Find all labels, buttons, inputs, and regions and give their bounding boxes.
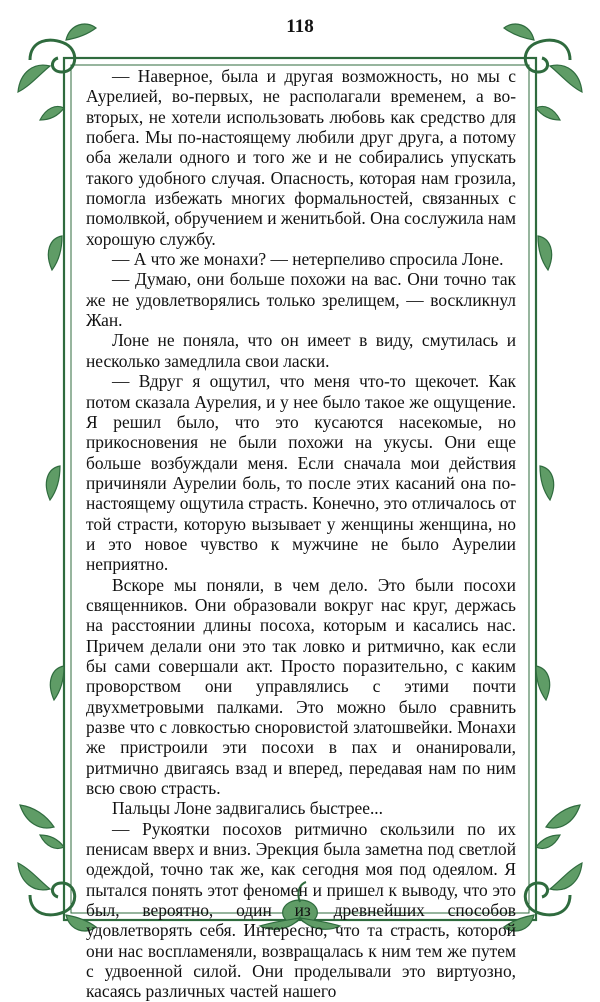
corner-ornament-bottom-left xyxy=(18,805,96,931)
page-number: 118 xyxy=(286,16,314,37)
paragraph: Лоне не поняла, что он имеет в виду, смутилась и несколько замедлила свои ласки. xyxy=(86,330,516,371)
paragraph: — Наверное, была и другая возможность, но мы с Аурелией, во-первых, не располагали временем, а во-вторых, не хотели использовать любовь как средство для побега. Мы по-настоящему любили друг друга, а потому оба желали одного и того же и не собирались упускать такого удобного случая. Опасность, которая нам грозила, помогла избежать многих формальностей, связанных с помолвкой, обручением и женитьбой. Она сослужила нам хорошую службу. xyxy=(86,66,516,249)
paragraph: — Думаю, они больше похожи на вас. Они точно так же не удовлетворялись только зрелищем, — воскликнул Жан. xyxy=(86,269,516,331)
body-text xyxy=(86,66,516,1002)
left-side-leaves xyxy=(46,236,64,700)
paragraph: — Вдруг я ощутил, что меня что-то щекочет. Как потом сказала Аурелия, и у нее было такое же ощущение. Я решил было, что это кусаются насекомые, но прикосновения не были похожи на укусы. Они еще больше возбуждали меня. Если сначала мои действия причиняли Аурелии боль, то после этих касаний она по-настоящему ощутила страсть. Конечно, это отличалось от той страсти, которую вызывает у женщины женщина, но и это новое чувство к мужчине не было Аурелии неприятно. xyxy=(86,371,516,575)
paragraph: Пальцы Лоне задвигались быстрее... xyxy=(112,798,383,819)
corner-ornament-top-left xyxy=(18,24,96,120)
paragraph: — Рукоятки посохов ритмично скользили по их пенисам вверх и вниз. Эрекция была заметна под светлой одеждой, точно так же, как сегодня моя под одеялом. Я пытался понять этот феномен и пришел к выводу, что это был, вероятно, один из древнейших способов удовлетворять себя. Интересно, что та страсть, которой они нас воспламеняли, возвращалась к ним тем же путем с удвоенной силой. Они проделывали это виртуозно, касаясь различных частей нашего xyxy=(86,818,516,1002)
paragraph: — А что же монахи? — нетерпеливо спросила Лоне. xyxy=(112,249,504,270)
paragraph: Вскоре мы поняли, в чем дело. Это были посохи священников. Они образовали вокруг нас круг, держась на расстоянии длины посоха, которым и касались нас. Причем делали они это так ловко и ритмично, как если бы сами совершали акт. Просто поразительно, с каким проворством они управлялись с этими почти двухметровыми палками. Это можно было сравнить разве что с ловкостью сноровистой златошвейки. Монахи же пристроили эти посохи в пах и онанировали, ритмично двигаясь взад и вперед, передавая нам по ним всю свою страсть. xyxy=(86,574,516,799)
right-side-leaves xyxy=(536,236,554,700)
